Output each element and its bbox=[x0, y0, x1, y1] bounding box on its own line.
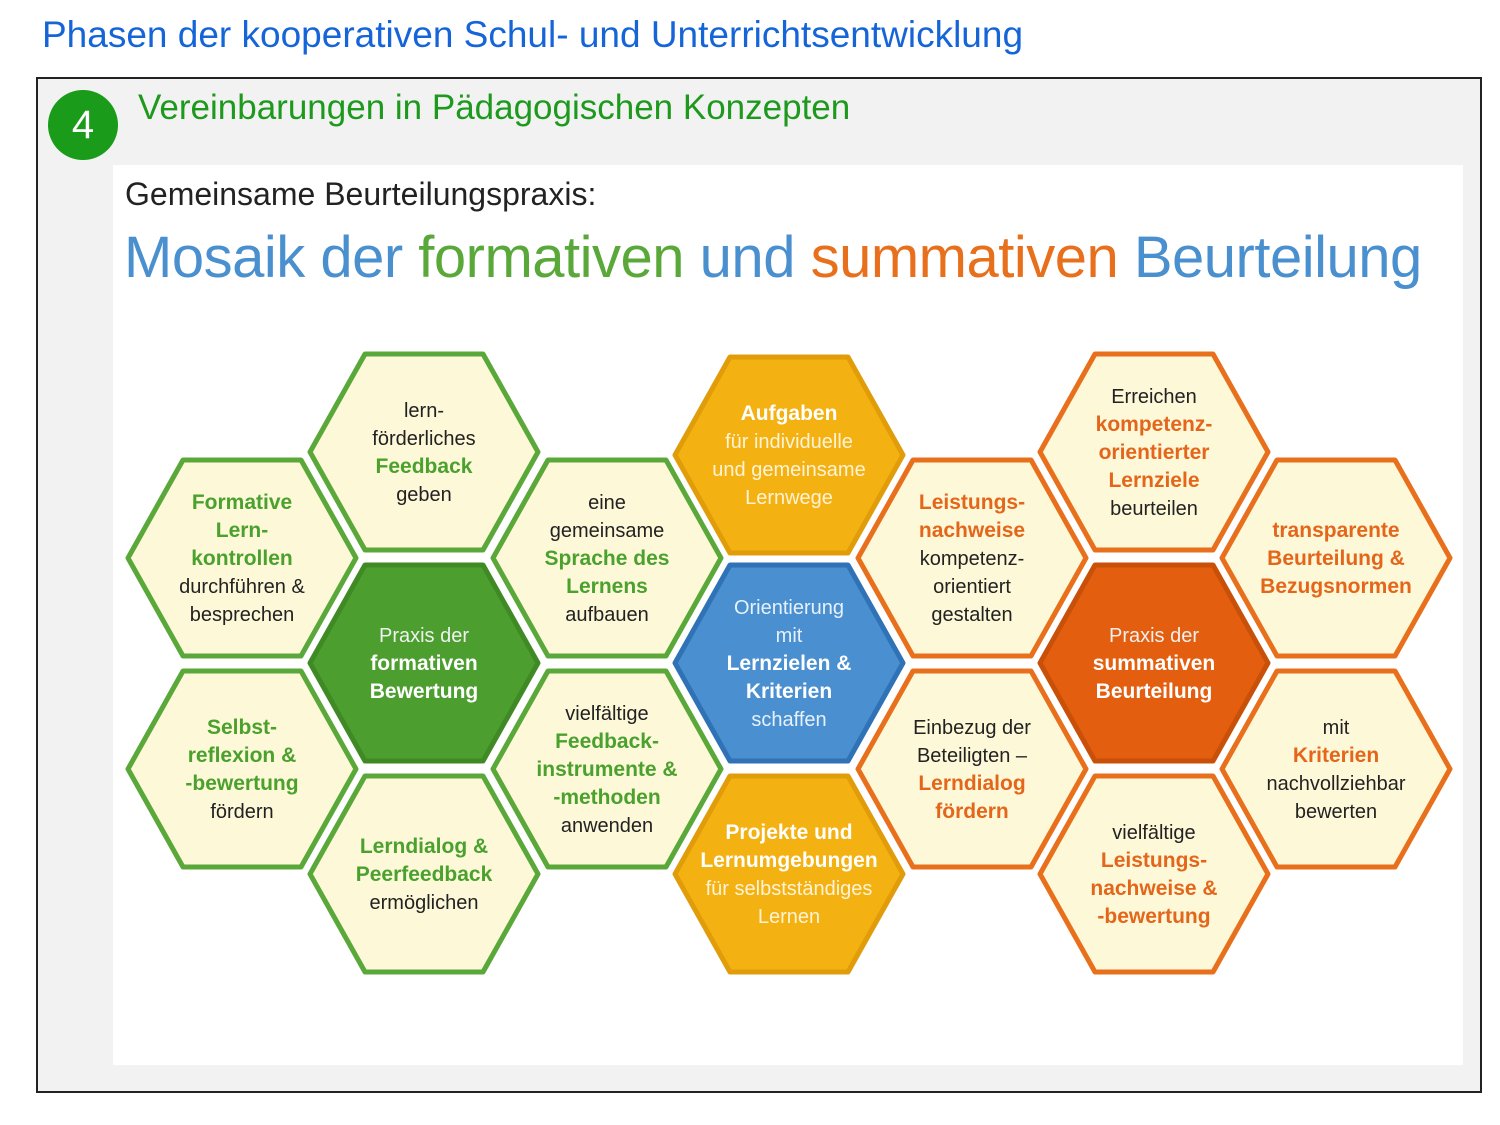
hexagon-label bbox=[1083, 562, 1225, 765]
hexagon-label-line: beurteilen bbox=[1110, 497, 1198, 520]
hexagon-label-line: Sprache des bbox=[544, 546, 670, 570]
hexagon-label-line: Peerfeedback bbox=[355, 862, 493, 886]
hexagon-label-line: nachweise bbox=[918, 518, 1026, 542]
hexagon-label-line: reflexion & bbox=[187, 743, 297, 767]
hexagon-label bbox=[1260, 457, 1412, 660]
hexagon-label-line: bewerten bbox=[1294, 800, 1378, 823]
hexagon-label-line: Leistungs- bbox=[918, 490, 1026, 514]
headline-part-summativen: summativen bbox=[810, 225, 1119, 290]
hexagon-label-line: orientiert bbox=[933, 575, 1011, 598]
hexagon-label-line: Orientierung bbox=[733, 596, 845, 619]
hexagon-label-line: Praxis der bbox=[1108, 624, 1200, 647]
hexagon-label bbox=[353, 351, 495, 554]
hexagon-label-line: vielfältige bbox=[565, 702, 649, 725]
hexagon-label-line: Bewertung bbox=[369, 679, 479, 703]
hexagon-label-line: fördern bbox=[935, 799, 1009, 823]
hexagon-label bbox=[536, 457, 678, 660]
hexagon-label bbox=[1265, 668, 1407, 871]
hexagon-label-line: -bewertung bbox=[1097, 904, 1211, 928]
hexagon-label bbox=[353, 562, 495, 765]
hexagon-label-line: Einbezug der bbox=[913, 716, 1031, 739]
hexagon-label-line: Kriterien bbox=[745, 679, 833, 703]
hexagon-label-line: förderliches bbox=[372, 427, 476, 450]
hexagon-label-line: vielfältige bbox=[1112, 821, 1196, 844]
hexagon-label-line: Beteiligten – bbox=[916, 744, 1028, 767]
hexagon-label-line: Lernens bbox=[566, 574, 648, 598]
hexagon-label-line: Beurteilung & bbox=[1267, 546, 1405, 570]
hexagon-label-line: Feedback bbox=[375, 454, 473, 478]
hexagon-label-line: gestalten bbox=[931, 603, 1013, 626]
phase-title: Vereinbarungen in Pädagogischen Konzepten bbox=[138, 88, 851, 127]
hexagon-label-line: Lernziele bbox=[1108, 468, 1200, 492]
subtitle: Gemeinsame Beurteilungspraxis: bbox=[125, 176, 597, 212]
hexagon-label-line: lern- bbox=[403, 399, 444, 422]
hexagon-label-line: -methoden bbox=[553, 785, 661, 809]
phase-number-badge: 4 bbox=[48, 90, 118, 160]
hexagon-label-line: Selbst- bbox=[206, 715, 277, 739]
hexagon-label-line: und gemeinsame bbox=[712, 458, 866, 481]
hexagon-kriterien bbox=[1219, 668, 1453, 871]
hexagon-label-line: orientierter bbox=[1098, 440, 1210, 464]
hexagon-label-line: geben bbox=[396, 483, 452, 506]
hexagon-label bbox=[171, 457, 313, 660]
hexagon-label bbox=[1083, 351, 1225, 554]
hexagon-label-line: aufbauen bbox=[565, 603, 649, 626]
hexagon-label bbox=[901, 668, 1043, 871]
hexagon-label-line: ermöglichen bbox=[369, 891, 479, 914]
hexagon-label-line: für individuelle bbox=[725, 430, 853, 453]
hexagon-label bbox=[171, 668, 313, 871]
hexagon-label-line: mit bbox=[1322, 716, 1350, 739]
hexagon-label bbox=[712, 354, 866, 557]
hexagon-label-line: kontrollen bbox=[191, 546, 293, 570]
hexagon-label-line: Formative bbox=[191, 490, 293, 514]
hexagon-label bbox=[353, 773, 495, 976]
hexagon-label-line: Lernzielen & bbox=[726, 651, 852, 675]
hexagon-label-line: Praxis der bbox=[378, 624, 470, 647]
hexagon-label-line: Feedback- bbox=[555, 729, 659, 753]
headline-part-beurteilung: Beurteilung bbox=[1118, 225, 1422, 290]
hexagon-label-line: summativen bbox=[1092, 651, 1216, 675]
hexagon-label-line: fördern bbox=[210, 800, 274, 823]
hexagon-label-line: nachvollziehbar bbox=[1266, 772, 1406, 795]
hexagon-label-line: kompetenz- bbox=[919, 547, 1025, 570]
hexagon-label-line: transparente bbox=[1272, 518, 1400, 542]
hexagon-label-line: Lerndialog bbox=[918, 771, 1026, 795]
hexagon-label bbox=[536, 668, 678, 871]
hexagon-label-line: kompetenz- bbox=[1095, 412, 1213, 436]
hexagon-label-line: Lerndialog & bbox=[359, 834, 489, 858]
hexagon-label bbox=[901, 457, 1043, 660]
hexagon-label-line: gemeinsame bbox=[549, 519, 665, 542]
hexagon-label-line: mit bbox=[775, 624, 803, 647]
hexagon-label-line: Beurteilung bbox=[1095, 679, 1213, 703]
hexagon-label bbox=[700, 773, 878, 976]
hexagon-label-line: eine bbox=[588, 491, 626, 514]
hexagon-label bbox=[718, 562, 860, 765]
hexagon-label-line: Projekte und bbox=[725, 820, 853, 844]
hexagon-label-line: Lernumgebungen bbox=[700, 848, 878, 872]
headline-part-und: und bbox=[684, 225, 811, 290]
hexagon-transparente-beurteilung bbox=[1219, 457, 1453, 660]
hexagon-label-line: Erreichen bbox=[1111, 385, 1197, 408]
hexagon-label-line: nachweise & bbox=[1090, 876, 1218, 900]
hexagon-label-line: Lernwege bbox=[745, 486, 833, 509]
hexagon-label-line: Lernen bbox=[757, 905, 821, 928]
hexagon-label-line: Leistungs- bbox=[1100, 848, 1208, 872]
hexagon-label-line: formativen bbox=[370, 651, 478, 675]
hexagon-label-line: Kriterien bbox=[1292, 743, 1380, 767]
hexagon-label-line: Bezugsnormen bbox=[1260, 574, 1412, 598]
hexagon-label-line: durchführen & bbox=[179, 575, 305, 598]
hexagon-label-line: für selbstständiges bbox=[705, 877, 873, 900]
hexagon-label-line: besprechen bbox=[189, 603, 295, 626]
hexagon-label-line: schaffen bbox=[751, 708, 827, 731]
hexagon-label-line: -bewertung bbox=[185, 771, 299, 795]
headline-part-formativen: formativen bbox=[418, 225, 685, 290]
headline bbox=[124, 224, 1422, 291]
page-title: Phasen der kooperativen Schul- und Unterrichtsentwicklung bbox=[42, 14, 1024, 55]
hexagon-label-line: Aufgaben bbox=[740, 401, 838, 425]
hexagon-label-line: anwenden bbox=[560, 814, 654, 837]
headline-part-mosaik: Mosaik der bbox=[124, 225, 419, 290]
hexagon-label-line: Lern- bbox=[215, 518, 269, 542]
hexagon-label-line: instrumente & bbox=[536, 757, 678, 781]
hexagon-label bbox=[1083, 773, 1225, 976]
